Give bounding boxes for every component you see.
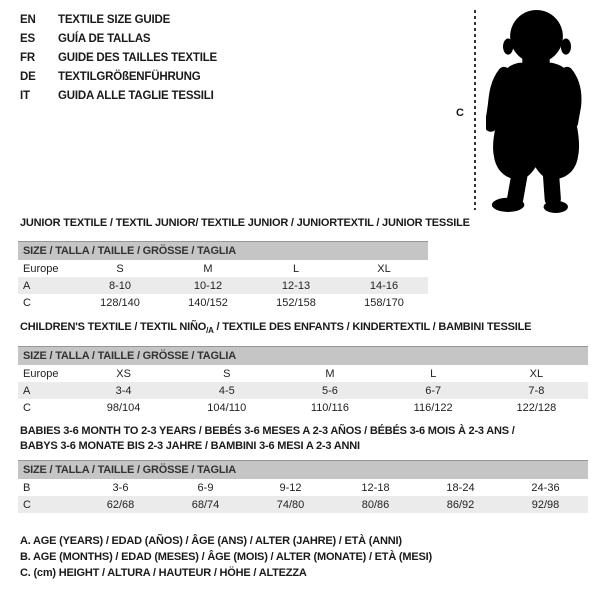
column-header: M	[203, 262, 213, 275]
table-row	[18, 294, 428, 311]
cell: 5-6	[278, 382, 381, 399]
cell: 10-12	[164, 277, 252, 294]
table-row	[18, 277, 428, 294]
height-measure-figure	[450, 8, 595, 220]
cell: 8-10	[76, 277, 164, 294]
column-header: S	[116, 262, 124, 275]
cell: 68/74	[163, 496, 248, 513]
cell: 3-6	[112, 481, 129, 494]
row-label: A	[18, 382, 72, 399]
column-header: XS	[116, 367, 131, 380]
height-measure-label: C	[456, 107, 464, 119]
language-title: TEXTILE SIZE GUIDE	[58, 14, 171, 26]
language-row-en	[20, 11, 217, 30]
columns-row	[18, 365, 588, 382]
size-header-row	[18, 242, 428, 261]
language-code: EN	[20, 14, 36, 26]
title-line-2: BABYS 3-6 MONATE BIS 2-3 JAHRE / BAMBINI 3-6 MESI A 2-3 ANNI	[20, 440, 360, 452]
language-row-fr	[20, 49, 217, 68]
columns-row	[18, 260, 428, 277]
row-label: B	[23, 481, 31, 494]
column-header: L	[430, 367, 437, 380]
language-code: DE	[20, 71, 36, 83]
cell: 6-9	[197, 481, 214, 494]
language-title: TEXTILGRÖßENFÜHRUNG	[58, 71, 201, 83]
cell: 128/140	[100, 296, 140, 309]
cell: 104/110	[207, 401, 247, 414]
size-header-row	[18, 461, 588, 480]
title-line-1: BABIES 3-6 MONTH TO 2-3 YEARS / BEBÉS 3-6 MESES A 2-3 AÑOS / BÉBÉS 3-6 MOIS À 2-3 ANS /	[20, 425, 515, 437]
table-row	[18, 399, 588, 416]
size-header-cell: SIZE / TALLA / TAILLE / GRÖSSE / TAGLIA	[18, 461, 588, 480]
column-header: L	[292, 262, 300, 275]
language-title: GUIDE DES TAILLES TEXTILE	[58, 52, 217, 64]
children-table-title	[20, 321, 531, 335]
title-subscript: /A	[206, 326, 214, 336]
footnote-b: B. AGE (MONTHS) / EDAD (MESES) / ÂGE (MOIS) / ALTER (MONATE) / ETÀ (MESI)	[20, 551, 432, 563]
title-text: / TEXTILE DES ENFANTS / KINDERTEXTIL / BAMBINI TESSILE	[213, 321, 532, 333]
cell: 14-16	[340, 277, 428, 294]
column-header: XL	[377, 262, 391, 275]
footnote-a: A. AGE (YEARS) / EDAD (AÑOS) / ÂGE (ANS) / ALTER (JAHRE) / ETÀ (ANNI)	[20, 535, 402, 547]
cell: 122/128	[516, 401, 557, 414]
row-label: A	[18, 277, 76, 294]
cell: 12-13	[252, 277, 340, 294]
cell: 6-7	[382, 382, 485, 399]
row-label: C	[23, 296, 31, 309]
language-title: GUÍA DE TALLAS	[58, 33, 151, 45]
size-header-cell: SIZE / TALLA / TAILLE / GRÖSSE / TAGLIA	[18, 347, 588, 366]
column-header: M	[325, 367, 335, 380]
row-label: C	[18, 496, 78, 513]
column-header: S	[223, 367, 231, 380]
children-size-table	[18, 346, 588, 416]
babies-size-table	[18, 460, 588, 513]
cell: 62/68	[78, 496, 163, 513]
row-label: C	[23, 401, 31, 414]
cell: 116/122	[413, 401, 453, 414]
size-header-cell: SIZE / TALLA / TAILLE / GRÖSSE / TAGLIA	[18, 242, 428, 261]
toddler-silhouette-icon	[486, 8, 586, 216]
language-row-de	[20, 68, 217, 87]
cell: 9-12	[279, 481, 302, 494]
cell: 74/80	[248, 496, 333, 513]
cell: 110/116	[310, 401, 350, 414]
language-title: GUIDA ALLE TAGLIE TESSILI	[58, 90, 214, 102]
language-title-list	[20, 11, 217, 106]
language-code: IT	[20, 90, 30, 102]
region-label: Europe	[23, 262, 59, 275]
cell: 3-4	[72, 382, 175, 399]
language-row-es	[20, 30, 217, 49]
height-measure-dashed-line	[474, 10, 476, 210]
cell: 80/86	[333, 496, 418, 513]
junior-size-table	[18, 241, 428, 311]
title-text: CHILDREN'S TEXTILE / TEXTIL NIÑO	[20, 321, 207, 333]
junior-table-title: JUNIOR TEXTILE / TEXTIL JUNIOR/ TEXTILE JUNIOR / JUNIORTEXTIL / JUNIOR TESSILE	[20, 217, 470, 229]
footnote-c: C. (cm) HEIGHT / ALTURA / HAUTEUR / HÖHE / ALTEZZA	[20, 567, 307, 579]
table-row	[18, 479, 588, 496]
cell: 140/152	[188, 296, 228, 309]
babies-table-title	[20, 424, 515, 454]
cell: 24-36	[531, 481, 560, 494]
footnote-legend	[20, 533, 432, 581]
cell: 7-8	[485, 382, 588, 399]
cell: 158/170	[364, 296, 404, 309]
table-row	[18, 382, 588, 399]
language-code: ES	[20, 33, 35, 45]
cell: 12-18	[361, 481, 390, 494]
region-label: Europe	[23, 367, 59, 380]
cell: 4-5	[175, 382, 278, 399]
language-code: FR	[20, 52, 35, 64]
cell: 98/104	[106, 401, 141, 414]
cell: 18-24	[446, 481, 475, 494]
cell: 152/158	[276, 296, 316, 309]
language-row-it	[20, 87, 217, 106]
column-header: XL	[529, 367, 544, 380]
table-row	[18, 496, 588, 513]
size-header-row	[18, 347, 588, 366]
cell: 86/92	[418, 496, 503, 513]
cell: 92/98	[503, 496, 588, 513]
